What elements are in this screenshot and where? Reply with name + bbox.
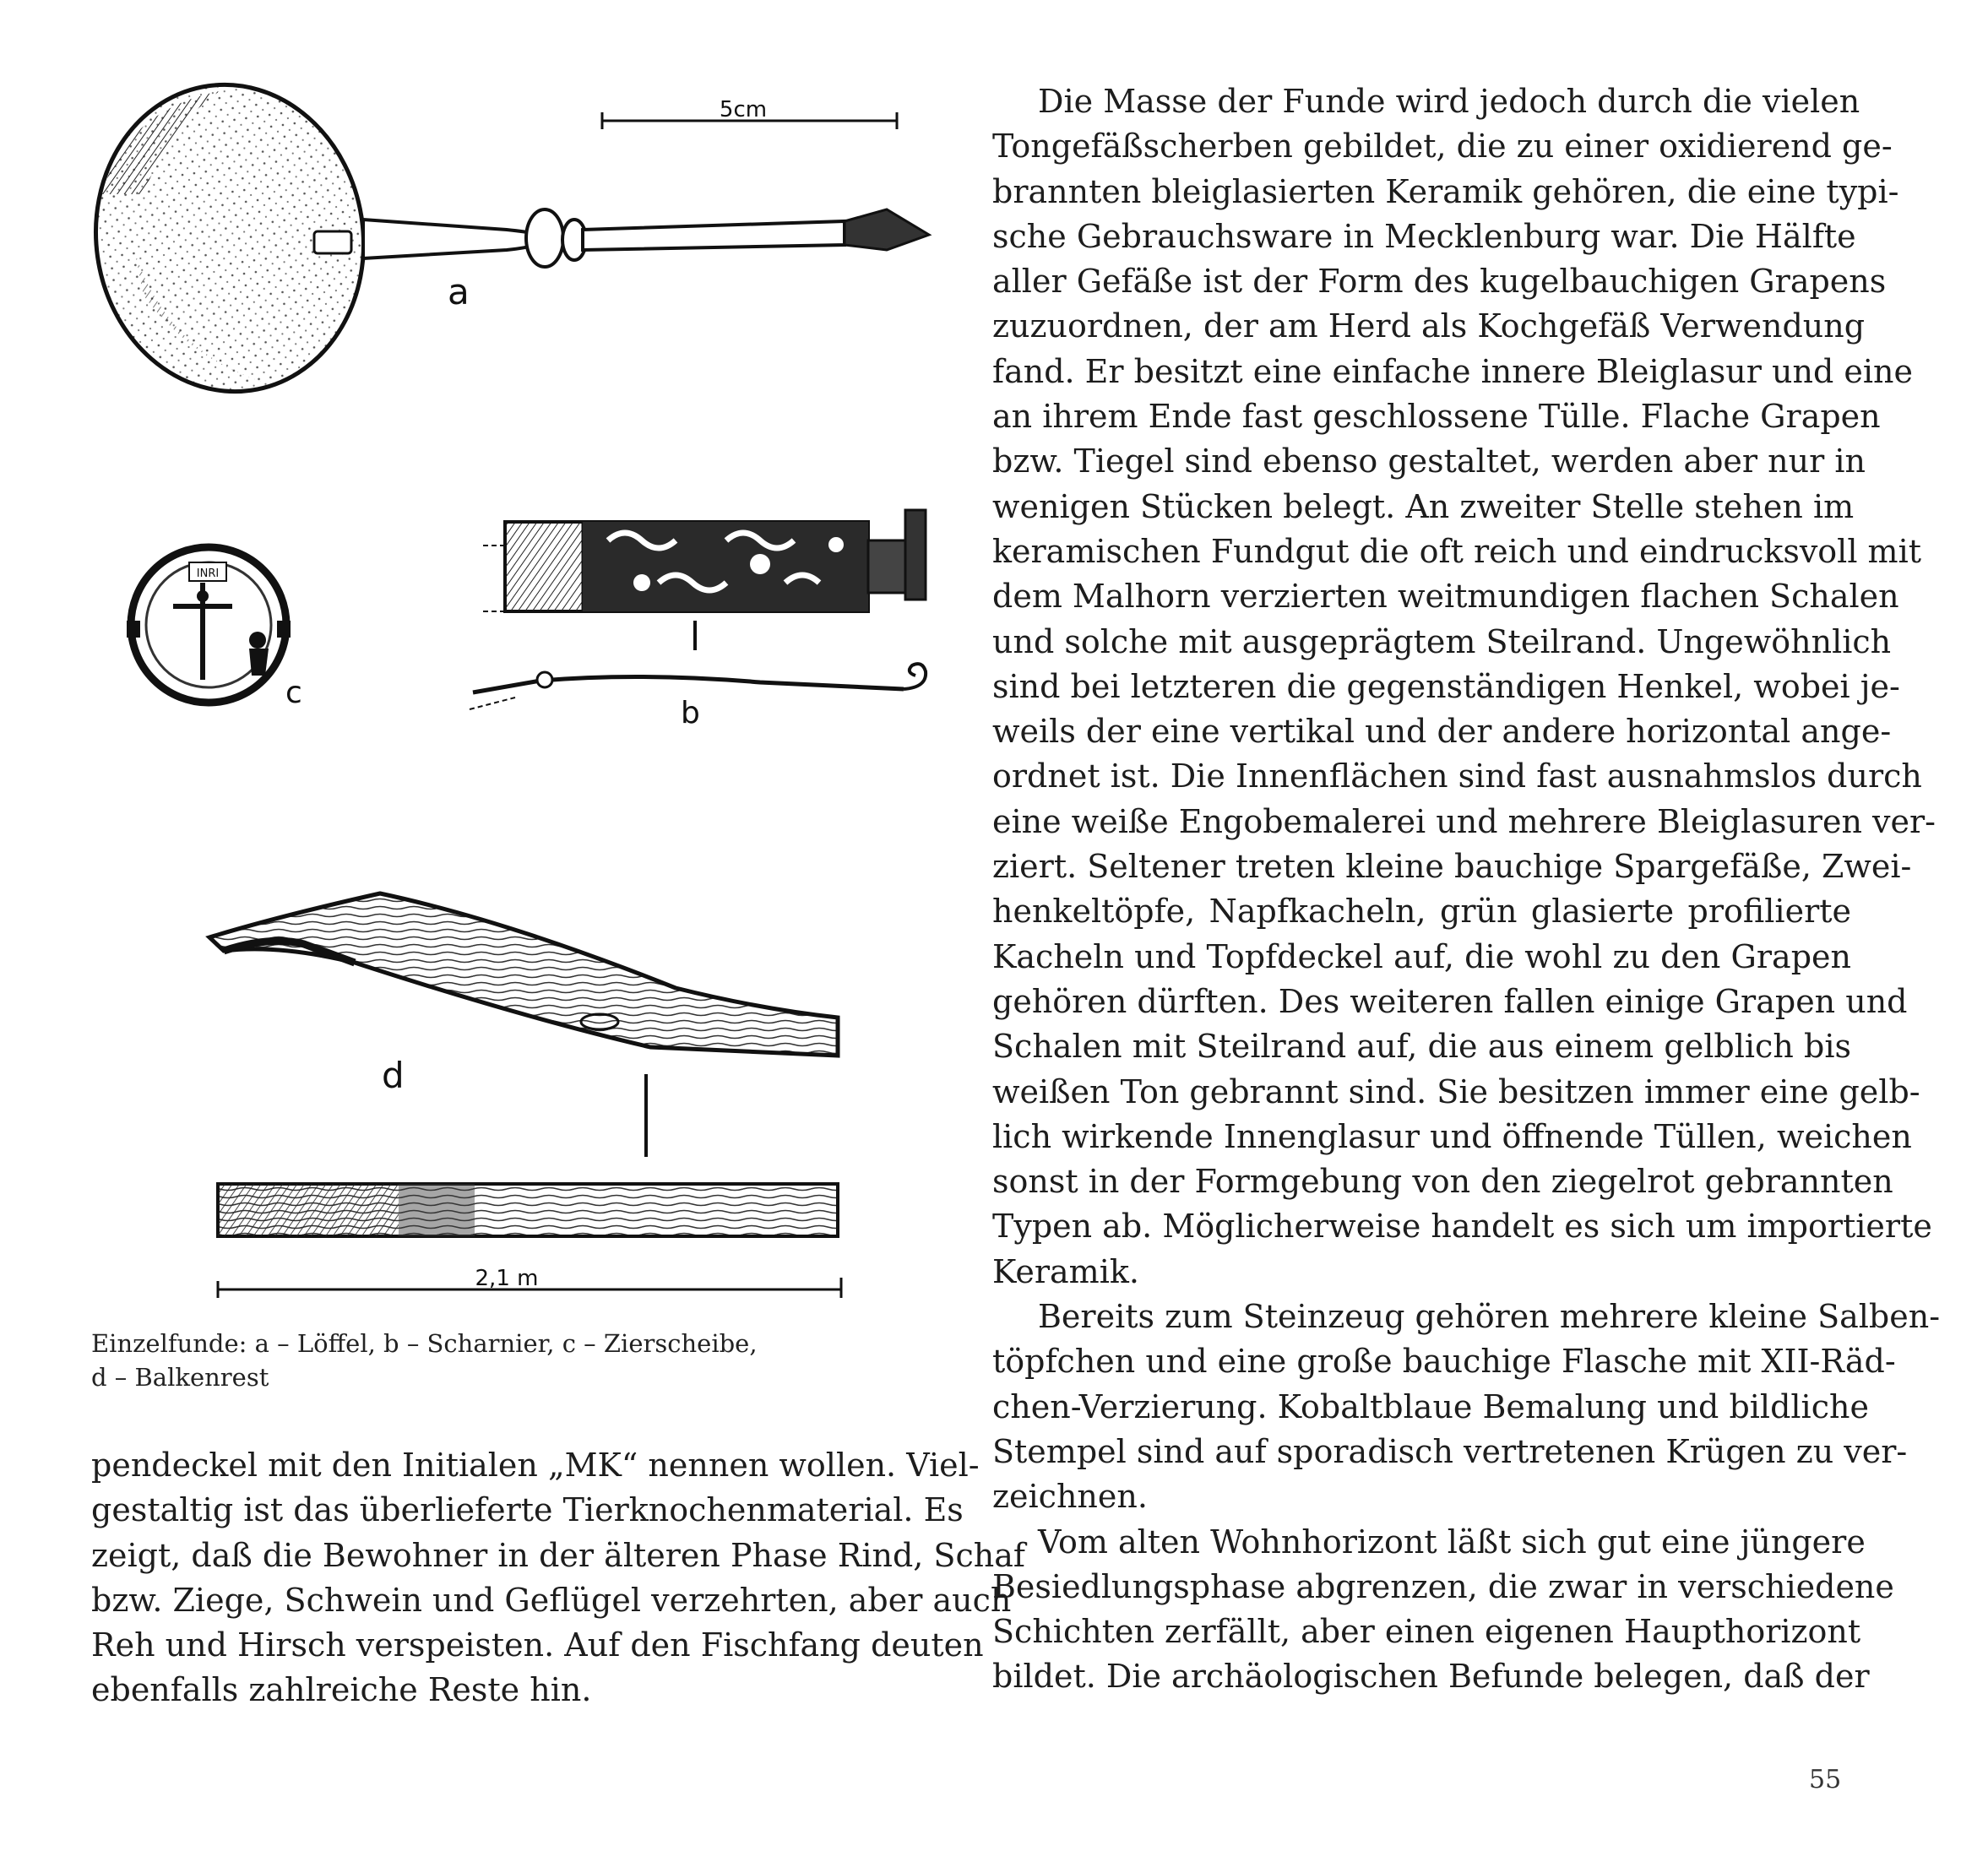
scale-bar-5cm — [602, 97, 897, 129]
text-line: töpfchen und eine große bauchige Flasche mit XII-Räd- — [992, 1343, 1896, 1381]
text-line: gehören dürften. Des weiteren fallen einige Grapen und — [992, 982, 1908, 1020]
text-line: zeichnen. — [992, 1478, 1148, 1516]
text-line: pendeckel mit den Initialen „MK“ nennen wollen. Viel- — [91, 1447, 980, 1484]
text-line: Besiedlungsphase abgrenzen, die zwar in verschiedene — [992, 1567, 1894, 1605]
hinge-drawing — [470, 510, 926, 709]
right-column-text — [992, 79, 1941, 1700]
figure-label-c: c — [285, 676, 302, 710]
text-line: Typen ab. Möglicherweise handelt es sich um importierte — [992, 1208, 1932, 1246]
text-line: fand. Er besitzt eine einfache innere Bleiglasur und eine — [992, 352, 1913, 390]
text-line: sche Gebrauchsware in Mecklenburg war. Die Hälfte — [992, 217, 1856, 255]
text-line: gestaltig ist das überlieferte Tierknochenmaterial. Es — [91, 1491, 964, 1529]
caption-line: Einzelfunde: a – Löffel, b – Scharnier, c – Zierscheibe, — [91, 1329, 758, 1358]
figure-illustration — [0, 0, 937, 1317]
text-line: Schichten zerfällt, aber einen eigenen Haupthorizont — [992, 1613, 1861, 1651]
text-line: weils der eine vertikal und der andere horizontal ange- — [992, 713, 1892, 751]
text-line: keramischen Fundgut die oft reich und eindrucksvoll mit — [992, 532, 1922, 570]
text-line: dem Malhorn verzierten weitmundigen flachen Schalen — [992, 578, 1899, 616]
text-line: Tongefäßscherben gebildet, die zu einer oxidierend ge- — [992, 128, 1893, 166]
text-line: Reh und Hirsch verspeisten. Auf den Fischfang deuten — [91, 1626, 984, 1664]
text-line: zuzuordnen, der am Herd als Kochgefäß Verwendung — [992, 307, 1866, 345]
figure-label-b: b — [681, 696, 700, 730]
text-line: ordnet ist. Die Innenflächen sind fast ausnahmslos durch — [992, 757, 1922, 795]
scale-bar-2-1m — [218, 1266, 841, 1298]
text-line: sind bei letzteren die gegenständigen Henkel, wobei je- — [992, 667, 1900, 705]
scale-label-5cm: 5cm — [719, 97, 768, 122]
text-line: Keramik. — [992, 1252, 1139, 1290]
text-line: Stempel sind auf sporadisch vertretenen Krügen zu ver- — [992, 1432, 1908, 1470]
text-line: sonst in der Formgebung von den ziegelrot gebrannten — [992, 1163, 1893, 1201]
figure-label-d: d — [382, 1055, 405, 1096]
page-number: 55 — [1809, 1765, 1842, 1794]
scale-label-2-1m: 2,1 m — [475, 1266, 539, 1291]
text-line: chen-Verzierung. Kobaltblaue Bemalung und bildliche — [992, 1387, 1869, 1425]
text-line: Kacheln und Topfdeckel auf, die wohl zu den Grapen — [992, 937, 1851, 975]
text-line: brannten bleiglasierten Keramik gehören, die eine typi- — [992, 172, 1899, 210]
text-line: Bereits zum Steinzeug gehören mehrere kleine Salben- — [1038, 1298, 1941, 1336]
text-line: aller Gefäße ist der Form des kugelbauchigen Grapens — [992, 263, 1887, 301]
text-line: bzw. Ziege, Schwein und Geflügel verzehrten, aber auch — [91, 1581, 1012, 1619]
text-line: wenigen Stücken belegt. An zweiter Stelle stehen im — [992, 487, 1855, 525]
text-line: eine weiße Engobemalerei und mehrere Bleiglasuren ver- — [992, 802, 1936, 840]
text-line: bzw. Tiegel sind ebenso gestaltet, werden aber nur in — [992, 442, 1866, 480]
inri-inscription: INRI — [196, 567, 220, 580]
text-line: henkeltöpfe, Napfkacheln, grün glasierte profilierte — [992, 893, 1851, 931]
text-line: weißen Ton gebrannt sind. Sie besitzen immer eine gelb- — [992, 1072, 1920, 1110]
text-line: Schalen mit Steilrand auf, die aus einem gelblich bis — [992, 1028, 1851, 1066]
beam-drawing — [209, 893, 838, 1236]
text-line: und solche mit ausgeprägtem Steilrand. Ungewöhnlich — [992, 622, 1892, 660]
text-line: lich wirkende Innenglasur und öffnende Tüllen, weichen — [992, 1117, 1912, 1155]
text-line: zeigt, daß die Bewohner in der älteren Phase Rind, Schaf — [91, 1536, 1025, 1574]
text-line: an ihrem Ende fast geschlossene Tülle. Flache Grapen — [992, 398, 1881, 436]
text-line: ebenfalls zahlreiche Reste hin. — [91, 1671, 592, 1709]
figure-caption — [91, 1327, 851, 1394]
text-line: ziert. Seltener treten kleine bauchige Spargefäße, Zwei- — [992, 848, 1912, 886]
text-line: Vom alten Wohnhorizont läßt sich gut eine jüngere — [1038, 1523, 1866, 1561]
text-line: Die Masse der Funde wird jedoch durch die vielen — [1038, 83, 1860, 120]
text-line: bildet. Die archäologischen Befunde belegen, daß der — [992, 1658, 1870, 1696]
caption-line: d – Balkenrest — [91, 1363, 269, 1392]
left-column-text — [91, 1443, 1025, 1713]
ornamental-disc-drawing — [127, 547, 291, 703]
spoon-drawing — [76, 68, 929, 409]
figure-label-a: a — [448, 271, 470, 312]
